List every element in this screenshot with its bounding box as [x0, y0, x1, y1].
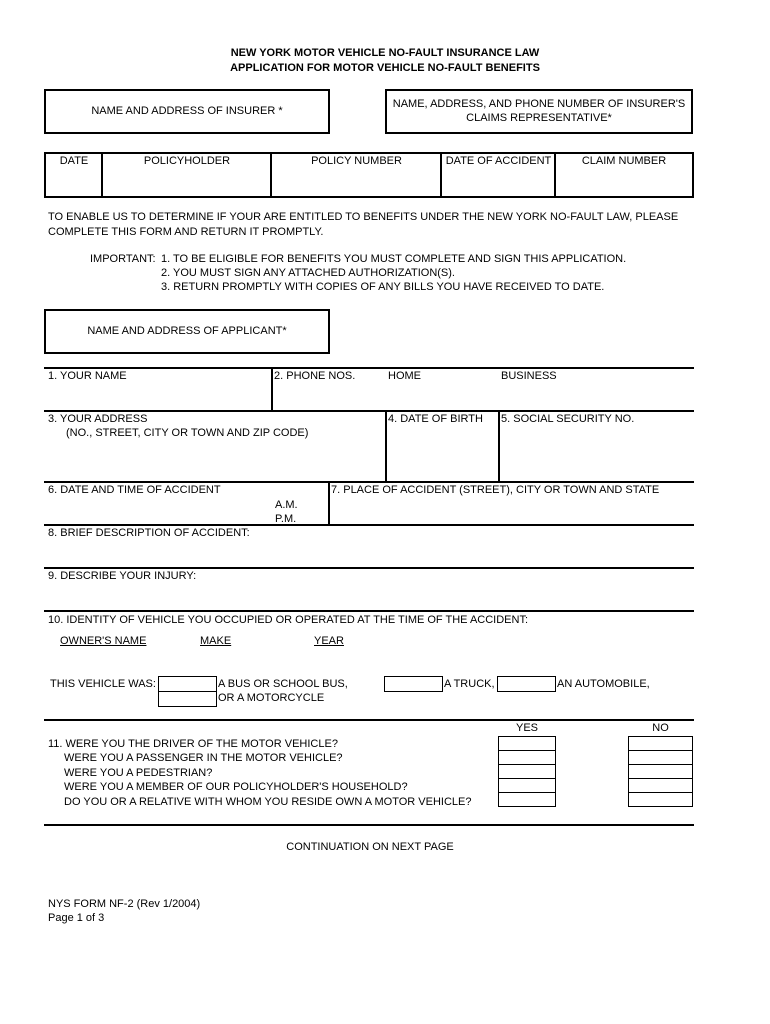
household-no-checkbox[interactable]: [628, 778, 693, 793]
field-divider: [328, 481, 330, 524]
description-field[interactable]: [46, 541, 691, 565]
important-item-3: 3. RETURN PROMPTLY WITH COPIES OF ANY BILLS YOU HAVE RECEIVED TO DATE.: [161, 281, 605, 293]
home-label: HOME: [388, 370, 421, 382]
insurer-label: NAME AND ADDRESS OF INSURER *: [91, 105, 283, 117]
own-vehicle-yes-checkbox[interactable]: [498, 792, 556, 807]
policyholder-cell[interactable]: [103, 170, 270, 196]
motorcycle-checkbox[interactable]: [158, 691, 217, 707]
table-header-date: DATE: [59, 155, 89, 167]
description-label: 8. BRIEF DESCRIPTION OF ACCIDENT:: [48, 527, 250, 539]
pm-label: P.M.: [275, 513, 297, 525]
owners-name-label: OWNER'S NAME: [60, 635, 147, 647]
section-rule: [44, 719, 694, 721]
form-id: NYS FORM NF-2 (Rev 1/2004): [48, 898, 201, 910]
no-column-label: NO: [652, 722, 669, 734]
address-label: 3. YOUR ADDRESS: [48, 413, 148, 425]
pedestrian-no-checkbox[interactable]: [628, 764, 693, 779]
claims-rep-line1: NAME, ADDRESS, AND PHONE NUMBER OF INSURER'S: [392, 98, 686, 110]
ssn-label: 5. SOCIAL SECURITY NO.: [501, 413, 635, 425]
important-item-2: 2. YOU MUST SIGN ANY ATTACHED AUTHORIZATION(S).: [161, 267, 455, 279]
important-item-1: 1. TO BE ELIGIBLE FOR BENEFITS YOU MUST COMPLETE AND SIGN THIS APPLICATION.: [161, 253, 627, 265]
business-phone-field[interactable]: [501, 385, 691, 409]
intro-line2: COMPLETE THIS FORM AND RETURN IT PROMPTLY.: [48, 226, 324, 238]
your-name-label: 1. YOUR NAME: [48, 370, 127, 382]
driver-yes-checkbox[interactable]: [498, 736, 556, 751]
yes-column-label: YES: [515, 722, 538, 734]
pedestrian-yes-checkbox[interactable]: [498, 764, 556, 779]
household-yes-checkbox[interactable]: [498, 778, 556, 793]
table-header-policy-number: POLICY NUMBER: [311, 155, 402, 167]
place-label: 7. PLACE OF ACCIDENT (STREET), CITY OR TOWN AND STATE: [331, 484, 660, 496]
page-number: Page 1 of 3: [48, 912, 105, 924]
passenger-yes-checkbox[interactable]: [498, 750, 556, 765]
phone-label: 2. PHONE NOS.: [274, 370, 356, 382]
truck-label: A TRUCK,: [444, 678, 495, 690]
automobile-checkbox[interactable]: [497, 676, 556, 692]
automobile-label: AN AUTOMOBILE,: [557, 678, 650, 690]
own-vehicle-no-checkbox[interactable]: [628, 792, 693, 807]
home-phone-field[interactable]: [388, 385, 488, 409]
claims-rep-box[interactable]: [385, 89, 693, 134]
date-time-label: 6. DATE AND TIME OF ACCIDENT: [48, 484, 221, 496]
date-time-field[interactable]: [46, 498, 268, 522]
injury-field[interactable]: [46, 584, 691, 608]
make-label: MAKE: [200, 635, 232, 647]
question-household: WERE YOU A MEMBER OF OUR POLICYHOLDER'S HOUSEHOLD?: [64, 781, 408, 793]
intro-line1: TO ENABLE US TO DETERMINE IF YOUR ARE ENTITLED TO BENEFITS UNDER THE NEW YORK NO-FAULT LAW, PLEASE: [48, 211, 679, 223]
question-pedestrian: WERE YOU A PEDESTRIAN?: [64, 767, 213, 779]
policy-number-cell[interactable]: [272, 170, 440, 196]
form-subtitle: APPLICATION FOR MOTOR VEHICLE NO-FAULT BENEFITS: [230, 62, 540, 74]
question-passenger: WERE YOU A PASSENGER IN THE MOTOR VEHICLE?: [64, 752, 343, 764]
form-title: NEW YORK MOTOR VEHICLE NO-FAULT INSURANCE LAW: [230, 47, 540, 59]
vehicle-identity-label: 10. IDENTITY OF VEHICLE YOU OCCUPIED OR OPERATED AT THE TIME OF THE ACCIDENT:: [48, 614, 529, 626]
table-header-policyholder: POLICYHOLDER: [143, 155, 231, 167]
vehicle-was-label: THIS VEHICLE WAS:: [50, 678, 156, 690]
passenger-no-checkbox[interactable]: [628, 750, 693, 765]
dob-label: 4. DATE OF BIRTH: [388, 413, 483, 425]
your-name-field[interactable]: [46, 385, 270, 409]
field-divider: [385, 410, 387, 482]
bus-checkbox[interactable]: [158, 676, 217, 692]
applicant-box[interactable]: [44, 309, 330, 354]
section-rule: [44, 824, 694, 826]
section-rule: [44, 610, 694, 612]
applicant-label: NAME AND ADDRESS OF APPLICANT*: [87, 325, 287, 337]
bus-label: A BUS OR SCHOOL BUS,: [218, 678, 348, 690]
table-header-claim-number: CLAIM NUMBER: [581, 155, 667, 167]
date-of-accident-cell[interactable]: [442, 170, 554, 196]
field-divider: [498, 410, 500, 482]
question-own-vehicle: DO YOU OR A RELATIVE WITH WHOM YOU RESIDE OWN A MOTOR VEHICLE?: [64, 796, 472, 808]
question-driver: 11. WERE YOU THE DRIVER OF THE MOTOR VEHICLE?: [48, 738, 338, 750]
business-label: BUSINESS: [501, 370, 557, 382]
year-label: YEAR: [314, 635, 344, 647]
truck-checkbox[interactable]: [384, 676, 443, 692]
claim-number-cell[interactable]: [556, 170, 692, 196]
important-label: IMPORTANT:: [90, 253, 156, 265]
claims-rep-line2: CLAIMS REPRESENTATIVE*: [466, 112, 612, 124]
place-field[interactable]: [331, 498, 691, 522]
driver-no-checkbox[interactable]: [628, 736, 693, 751]
section-rule: [44, 367, 694, 369]
injury-label: 9. DESCRIBE YOUR INJURY:: [48, 570, 197, 582]
am-label: A.M.: [275, 499, 298, 511]
insurer-box[interactable]: [44, 89, 330, 134]
continuation-note: CONTINUATION ON NEXT PAGE: [286, 841, 454, 853]
table-header-date-of-accident: DATE OF ACCIDENT: [445, 155, 552, 167]
ssn-field[interactable]: [501, 428, 691, 480]
dob-field[interactable]: [388, 428, 496, 480]
motorcycle-label: OR A MOTORCYCLE: [218, 692, 325, 704]
address-sub-label: (NO., STREET, CITY OR TOWN AND ZIP CODE): [66, 427, 309, 439]
address-field[interactable]: [46, 442, 384, 480]
date-cell[interactable]: [46, 170, 101, 196]
field-divider: [271, 367, 273, 411]
